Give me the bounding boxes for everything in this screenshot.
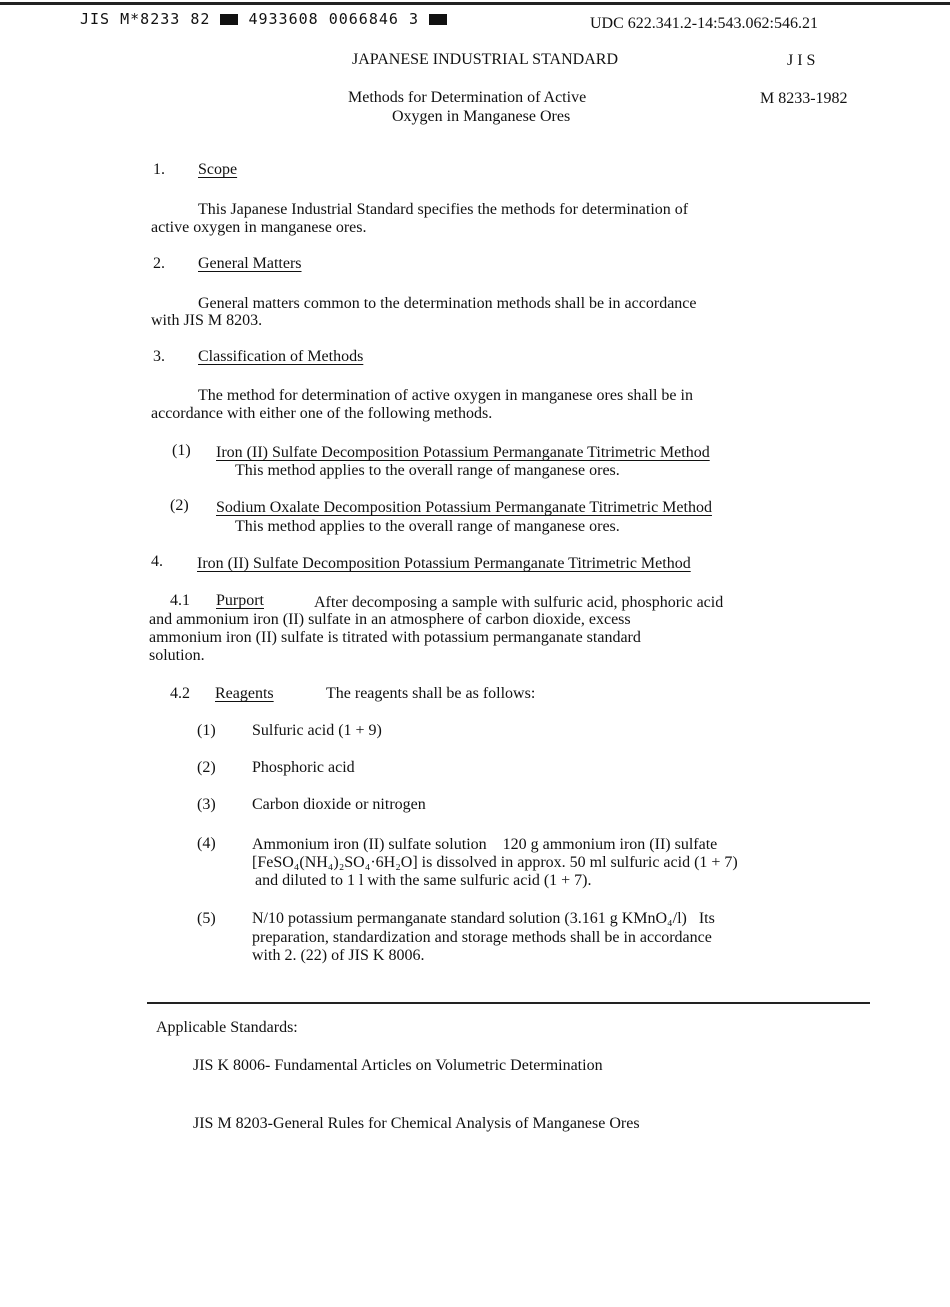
doc-title-line1: Methods for Determination of Active	[348, 89, 587, 106]
reagent-4-text-line3: and diluted to 1 l with the same sulfuric acid (1 + 7).	[255, 872, 592, 889]
reagent-4-text-line1: Ammonium iron (II) sulfate solution 120 g ammonium iron (II) sulfate	[252, 836, 718, 853]
jis-mark: J I S	[787, 52, 816, 69]
reagent-4-number: (4)	[197, 835, 216, 852]
clause-4-2-number: 4.2	[170, 685, 190, 702]
section-1-text-line1: This Japanese Industrial Standard specifies the methods for determination of	[198, 201, 689, 218]
section-4-title: Iron (II) Sulfate Decomposition Potassium Permanganate Titrimetric Method	[197, 555, 691, 572]
method-2-title: Sodium Oxalate Decomposition Potassium Permanganate Titrimetric Method	[216, 499, 712, 516]
reagent-2-text: Phosphoric acid	[252, 759, 355, 776]
section-3-title: Classification of Methods	[198, 348, 364, 365]
standard-type: JAPANESE INDUSTRIAL STANDARD	[352, 51, 618, 68]
section-4-number: 4.	[151, 553, 163, 570]
document-code	[80, 10, 447, 28]
clause-4-1-text-line4: solution.	[149, 647, 205, 664]
doc-title-line2: Oxygen in Manganese Ores	[392, 108, 571, 125]
redaction-block-icon	[220, 14, 238, 25]
clause-4-1-number: 4.1	[170, 592, 190, 609]
clause-4-1-title: Purport	[216, 592, 264, 609]
reagent-1-number: (1)	[197, 722, 216, 739]
section-1-text-line2: active oxygen in manganese ores.	[151, 219, 367, 236]
section-1-title: Scope	[198, 161, 238, 178]
method-2-number: (2)	[170, 497, 189, 514]
applicable-standard-item: JIS M 8203-General Rules for Chemical Analysis of Manganese Ores	[193, 1115, 640, 1132]
clause-4-2-text: The reagents shall be as follows:	[326, 685, 536, 702]
method-2-description: This method applies to the overall range of manganese ores.	[235, 518, 620, 535]
document-code-mid: 4933608 0066846 3	[248, 10, 419, 28]
clause-4-1-text-line1: After decomposing a sample with sulfuric acid, phosphoric acid	[314, 594, 724, 611]
reagent-4-text-line2: [FeSO₄(NH₄)₂SO₄·6H₂O] is dissolved in approx. 50 ml sulfuric acid (1 + 7)	[252, 854, 738, 871]
reagent-5-text-line3: with 2. (22) of JIS K 8006.	[252, 947, 425, 964]
reagent-3-text: Carbon dioxide or nitrogen	[252, 796, 426, 813]
reagent-2-number: (2)	[197, 759, 216, 776]
document-code-left: JIS M*8233 82	[80, 10, 211, 28]
method-1-description: This method applies to the overall range of manganese ores.	[235, 462, 620, 479]
section-2-number: 2.	[153, 255, 165, 272]
applicable-standards-heading: Applicable Standards:	[156, 1019, 298, 1036]
section-3-text-line2: accordance with either one of the following methods.	[151, 405, 493, 422]
clause-4-1-text-line3: ammonium iron (II) sulfate is titrated with potassium permanganate standard	[149, 629, 641, 646]
section-3-number: 3.	[153, 348, 165, 365]
method-1-number: (1)	[172, 442, 191, 459]
method-1-title: Iron (II) Sulfate Decomposition Potassium Permanganate Titrimetric Method	[216, 444, 710, 461]
section-2-title: General Matters	[198, 255, 302, 272]
reagent-1-text: Sulfuric acid (1 + 9)	[252, 722, 382, 739]
top-border-line	[0, 2, 950, 5]
reagent-5-text-line2: preparation, standardization and storage methods shall be in accordance	[252, 929, 712, 946]
standard-number: M 8233-1982	[760, 90, 848, 107]
applicable-standard-item: JIS K 8006- Fundamental Articles on Volumetric Determination	[193, 1057, 603, 1074]
clause-4-2-title: Reagents	[215, 685, 274, 702]
reagent-5-number: (5)	[197, 910, 216, 927]
section-2-text-line1: General matters common to the determination methods shall be in accordance	[198, 295, 697, 312]
reagent-3-number: (3)	[197, 796, 216, 813]
redaction-block-icon	[429, 14, 447, 25]
section-2-text-line2: with JIS M 8203.	[151, 312, 263, 329]
udc-number: UDC 622.341.2-14:543.062:546.21	[590, 15, 818, 32]
footer-divider	[147, 1002, 870, 1004]
reagent-5-text-line1: N/10 potassium permanganate standard solution (3.161 g KMnO₄/l) Its	[252, 910, 715, 927]
clause-4-1-text-line2: and ammonium iron (II) sulfate in an atmosphere of carbon dioxide, excess	[149, 611, 631, 628]
section-3-text-line1: The method for determination of active oxygen in manganese ores shall be in	[198, 387, 693, 404]
section-1-number: 1.	[153, 161, 165, 178]
